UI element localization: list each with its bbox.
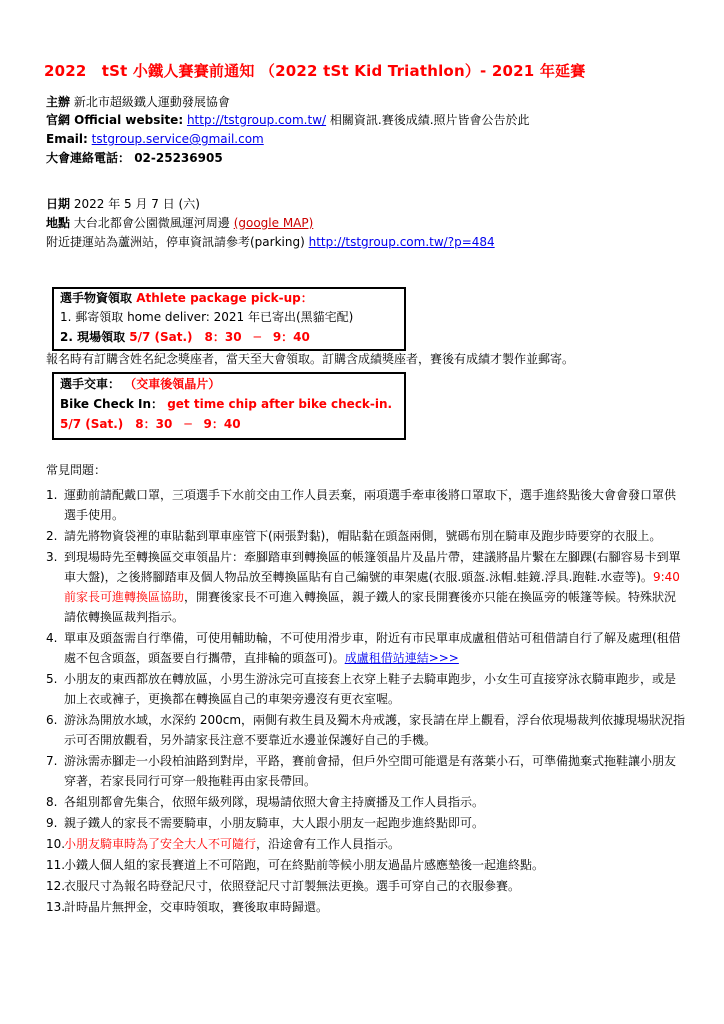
faq-number: 1. (46, 488, 58, 502)
checkin-heading (60, 376, 220, 393)
faq-item-11 (46, 855, 686, 875)
package-box (52, 287, 406, 351)
package-heading-zh: 選手物資領取 (60, 291, 133, 305)
email-label: Email: (46, 132, 88, 146)
parking-line (46, 234, 495, 251)
email-line (46, 131, 264, 148)
faq-text-part: ，開賽後家長不可進入轉換區，親子鐵人的家長開賽後亦只能在換區旁的帳篷等候。特殊狀況請依轉換區裁判指示。 (64, 590, 677, 624)
faq-number: 10. (46, 837, 66, 851)
venue-value: 大台北都會公園微風運河周邊 (73, 216, 230, 230)
date-value: 2022 年 5 月 7 日 (六) (73, 197, 200, 211)
faq-number: 2. (46, 529, 58, 543)
faq-item-4 (46, 628, 686, 668)
faq-text: 親子鐵人的家長不需要騎車，小朋友騎車，大人跟小朋友一起跑步進終點即可。 (64, 816, 485, 830)
checkin-box (52, 372, 406, 440)
faq-text: 游泳為開放水域，水深約 200cm，兩側有救生員及獨木舟戒護，家長請在岸上觀看，浮台依現場裁判依據現場狀況指示可否開放觀看，另外請家長注意不要靠近水邊並保護好自己的手機。 (64, 713, 686, 747)
package-heading-en: Athlete package pick-up： (136, 291, 313, 305)
faq-number: 6. (46, 713, 58, 727)
faq-number: 7. (46, 754, 58, 768)
faq-item-5 (46, 669, 686, 709)
venue-label: 地點 (46, 216, 71, 230)
checkin-en-label: Bike Check In： (60, 397, 164, 411)
venue-line (46, 215, 313, 232)
faq-item-7 (46, 751, 686, 791)
checkin-heading-zh: 選手交車： (60, 377, 121, 391)
organizer-value: 新北市超級鐵人運動發展協會 (73, 95, 230, 109)
faq-text-part: 單車及頭盔需自行準備，可使用輔助輪，不可使用滑步車，附近有市民單車成盧租借站可租借請自行了解及處理(租借處不包含頭盔，頭盔要自行攜帶，直排輪的頭盔可)。 (64, 631, 681, 665)
faq-number: 9. (46, 816, 58, 830)
organizer-line (46, 94, 230, 111)
checkin-heading-red: （交車後領晶片） (124, 377, 221, 391)
faq-text: 小朋友的東西都放在轉放區，小男生游泳完可直接套上衣穿上鞋子去騎車跑步，小女生可直接穿泳衣騎車跑步，或是加上衣或褲子，更換都在轉換區自己的車架旁邊沒有更衣室喔。 (64, 672, 677, 706)
faq-text: 游泳需赤腳走一小段柏油路到對岸，平路，賽前會掃，但戶外空間可能還是有落葉小石，可準備拋棄式拖鞋讓小朋友穿著，若家長同行可穿一般拖鞋再由家長帶回。 (64, 754, 677, 788)
package-line-2-time: 5/7 (Sat.) 8：30 ─ 9：40 (129, 330, 310, 344)
phone-label: 大會連絡電話： (46, 151, 131, 165)
faq-item-9 (46, 813, 686, 833)
faq-number: 11. (46, 858, 66, 872)
faq-text-part: 到現場時先至轉換區交車領晶片：牽腳踏車到轉換區的帳篷領晶片及晶片帶，建議將晶片繫在左腳踝(右腳容易卡到單車大盤)，之後將腳踏車及個人物品放至轉換區貼有自己編號的車架處(衣服.頭盔.泳帽.蛙鏡.浮具.跑鞋.水壺等)。 (64, 550, 681, 584)
faq-text-part: ，沿途會有工作人員指示。 (256, 837, 401, 851)
faq-text: 衣服尺寸為報名時登記尺寸，依照登記尺寸訂製無法更換。選手可穿自己的衣服參賽。 (64, 879, 521, 893)
faq-number: 3. (46, 550, 58, 564)
faq-number: 5. (46, 672, 58, 686)
faq-item-6 (46, 710, 686, 750)
date-label: 日期 (46, 197, 71, 211)
parking-text: 附近捷運站為蘆洲站，停車資訊請參考(parking) (46, 235, 305, 249)
website-line (46, 112, 530, 129)
package-line-2-label: 2. 現場領取 (60, 330, 126, 344)
checkin-en-red: get time chip after bike check-in. (167, 397, 393, 411)
faq-list (46, 485, 686, 918)
faq-item-10 (46, 834, 686, 854)
faq-text (64, 628, 686, 668)
faq-highlight: 小朋友騎車時為了安全大人不可隨行 (64, 837, 257, 851)
faq-text (64, 834, 686, 854)
package-note: 報名時有訂購含姓名紀念獎座者，當天至大會領取。訂購含成績獎座者，賽後有成績才製作並郵寄。 (46, 352, 575, 366)
faq-heading: 常見問題： (46, 463, 107, 477)
faq-number: 12. (46, 879, 66, 893)
faq-item-3 (46, 547, 686, 627)
faq-number: 13. (46, 900, 66, 914)
faq-item-12 (46, 876, 686, 896)
faq-number: 8. (46, 795, 58, 809)
package-heading (60, 290, 313, 307)
checkin-line-en (60, 396, 392, 413)
faq-highlight: 9:40 前家長可進轉換區協助 (64, 570, 680, 604)
faq-item-8 (46, 792, 686, 812)
package-line-1: 1. 郵寄領取 home deliver: 2021 年已寄出(黑貓宅配) (60, 310, 354, 324)
phone-value: 02-25236905 (134, 151, 223, 165)
date-line (46, 196, 200, 213)
faq-number: 4. (46, 631, 58, 645)
faq-text (64, 547, 686, 627)
rental-station-link[interactable]: 成盧租借站連結>>> (344, 651, 459, 665)
checkin-time: 5/7 (Sat.) 8：30 ─ 9：40 (60, 417, 241, 431)
website-note: 相關資訊.賽後成績.照片皆會公告於此 (329, 113, 530, 127)
faq-text: 請先將物資袋裡的車貼黏到單車座管下(兩張對黏)，帽貼黏在頭盔兩側，號碼布別在騎車及跑步時要穿的衣服上。 (64, 529, 662, 543)
package-line-2 (60, 329, 310, 346)
parking-link[interactable]: http://tstgroup.com.tw/?p=484 (308, 235, 495, 249)
organizer-label: 主辦 (46, 95, 71, 109)
faq-text: 小鐵人個人組的家長賽道上不可陪跑，可在終點前等候小朋友過晶片感應墊後一起進終點。 (64, 858, 545, 872)
website-link[interactable]: http://tstgroup.com.tw/ (186, 113, 327, 127)
faq-text: 計時晶片無押金，交車時領取，賽後取車時歸還。 (64, 900, 329, 914)
faq-item-13 (46, 897, 686, 917)
faq-text: 運動前請配戴口罩，三項選手下水前交由工作人員丟棄，兩項選手牽車後將口罩取下，選手進終點後大會會發口罩供選手使用。 (64, 488, 677, 522)
faq-item-2 (46, 526, 686, 546)
phone-line (46, 150, 223, 167)
google-map-link[interactable]: (google MAP) (233, 216, 314, 230)
faq-item-1 (46, 485, 686, 525)
faq-text: 各組別都會先集合，依照年級列隊，現場請依照大會主持廣播及工作人員指示。 (64, 795, 485, 809)
email-link[interactable]: tstgroup.service@gmail.com (91, 132, 264, 146)
page-title: 2022 tSt 小鐵人賽賽前通知 （2022 tSt Kid Triathlon）- 2021 年延賽 (44, 62, 586, 80)
website-label: 官網 Official website: (46, 113, 184, 127)
